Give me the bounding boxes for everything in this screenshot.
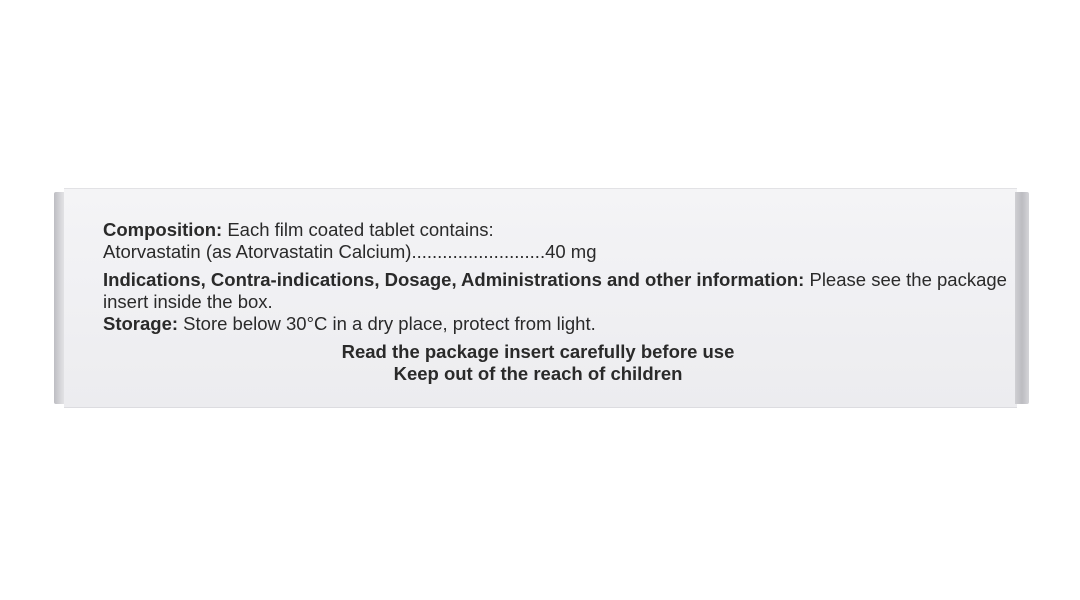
- carton-label-text: [103, 219, 1013, 385]
- warning-read-insert: Read the package insert carefully before use: [341, 341, 735, 362]
- medicine-carton-side: [54, 188, 1029, 408]
- storage-line: [103, 313, 1013, 335]
- composition-text: Each film coated tablet contains:: [222, 219, 494, 240]
- composition-line: [103, 219, 1013, 241]
- indications-text: Please see the package insert inside the box.: [103, 269, 1007, 312]
- carton-right-edge: [1015, 192, 1029, 404]
- storage-label: Storage:: [103, 313, 179, 334]
- indications-line: [103, 269, 1013, 313]
- indications-label: Indications, Contra-indications, Dosage, Administrations and other information:: [103, 269, 805, 290]
- warning-keep-away: Keep out of the reach of children: [393, 363, 683, 384]
- ingredient-line: Atorvastatin (as Atorvastatin Calcium)..........................40 mg: [103, 241, 597, 262]
- composition-label: Composition:: [103, 219, 223, 240]
- storage-text: Store below 30°C in a dry place, protect from light.: [178, 313, 596, 334]
- carton-face: [64, 188, 1017, 408]
